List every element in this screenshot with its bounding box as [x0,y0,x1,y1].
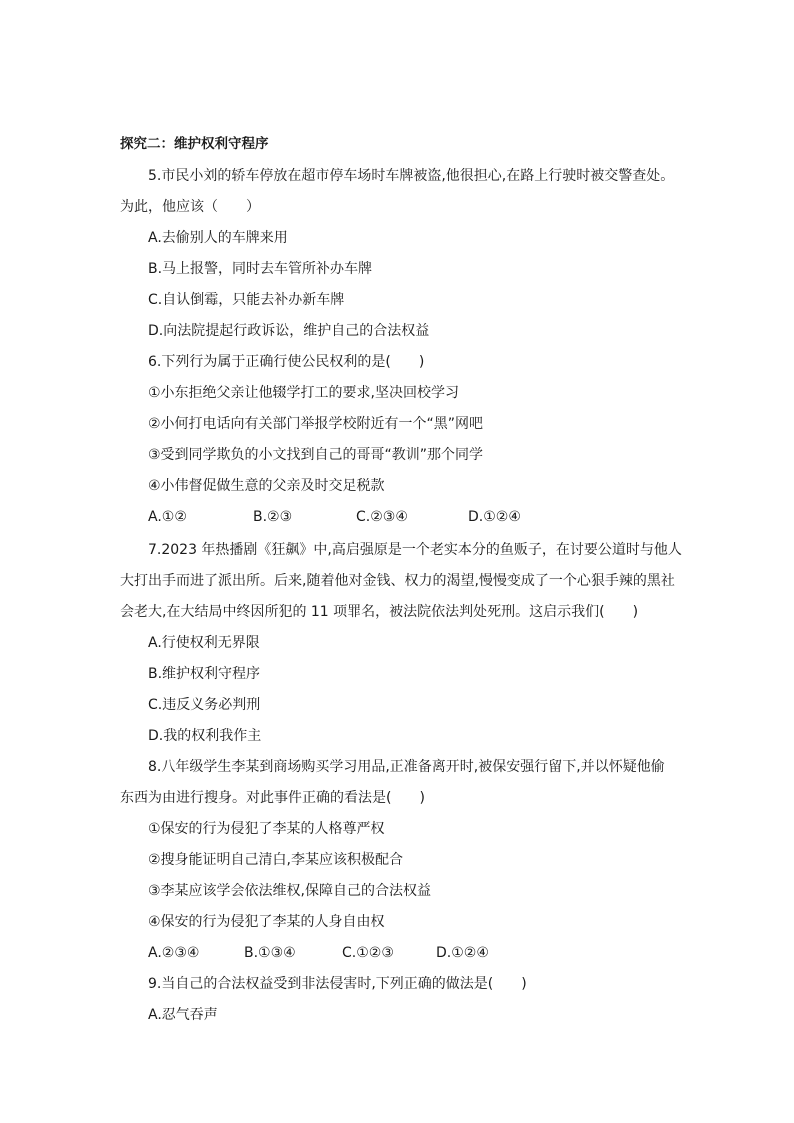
q6-item-2: ②小何打电话向有关部门举报学校附近有一个“黑”网吧 [148,416,484,432]
q7-stem-line1: 7.2023 年热播剧《狂飙》中,高启强原是一个老实本分的鱼贩子，在讨要公道时与他人 [148,542,682,558]
q8-option-a: A.②③④ [148,945,200,961]
q7-option-d: D.我的权利我作主 [148,728,262,744]
q9-stem: 9.当自己的合法权益受到非法侵害时,下列正确的做法是( ) [148,976,527,992]
q6-option-b: B.②③ [253,509,293,525]
q8-item-4: ④保安的行为侵犯了李某的人身自由权 [148,914,385,930]
q7-stem-line2: 大打出手而进了派出所。后来,随着他对金钱、权力的渴望,慢慢变成了一个心狠手辣的黑社 [120,573,675,589]
q7-option-b: B.维护权利守程序 [148,666,261,682]
q6-stem: 6.下列行为属于正确行使公民权利的是( ) [148,354,425,370]
q7-option-c: C.违反义务必判刑 [148,697,261,713]
q8-stem-line2: 东西为由进行搜身。对此事件正确的看法是( ) [120,790,425,806]
q5-option-b: B.马上报警，同时去车管所补办车牌 [148,261,373,277]
q6-option-c: C.②③④ [356,509,408,525]
q8-option-b: B.①③④ [244,945,296,961]
q8-stem-line1: 8.八年级学生李某到商场购买学习用品,正准备离开时,被保安强行留下,并以怀疑他偷 [148,759,665,775]
q7-option-a: A.行使权利无界限 [148,635,260,651]
q5-stem-line1: 5.市民小刘的轿车停放在超市停车场时车牌被盗,他很担心,在路上行驶时被交警查处。 [148,168,675,184]
q6-option-a: A.①② [148,509,187,525]
q6-item-1: ①小东拒绝父亲让他辍学打工的要求,坚决回校学习 [148,385,459,401]
q8-item-2: ②搜身能证明自己清白,李某应该积极配合 [148,852,403,868]
q6-option-d: D.①②④ [468,509,521,525]
q9-option-a: A.忍气吞声 [148,1007,218,1023]
q7-stem-line3: 会老大,在大结局中终因所犯的 11 项罪名，被法院依法判处死刑。这启示我们( ) [120,604,639,620]
q8-option-c: C.①②③ [342,945,394,961]
q5-stem-line2: 为此，他应该（ ） [120,199,260,215]
q5-option-a: A.去偷别人的车牌来用 [148,230,288,246]
q8-item-3: ③李某应该学会依法维权,保障自己的合法权益 [148,883,431,899]
q8-option-d: D.①②④ [436,945,489,961]
q5-option-c: C.自认倒霉，只能去补办新车牌 [148,292,345,308]
q8-item-1: ①保安的行为侵犯了李某的人格尊严权 [148,821,385,837]
section-title: 探究二：维护权利守程序 [120,136,269,152]
q6-item-4: ④小伟督促做生意的父亲及时交足税款 [148,478,385,494]
q6-item-3: ③受到同学欺负的小文找到自己的哥哥“教训”那个同学 [148,447,484,463]
q5-option-d: D.向法院提起行政诉讼，维护自己的合法权益 [148,323,430,339]
